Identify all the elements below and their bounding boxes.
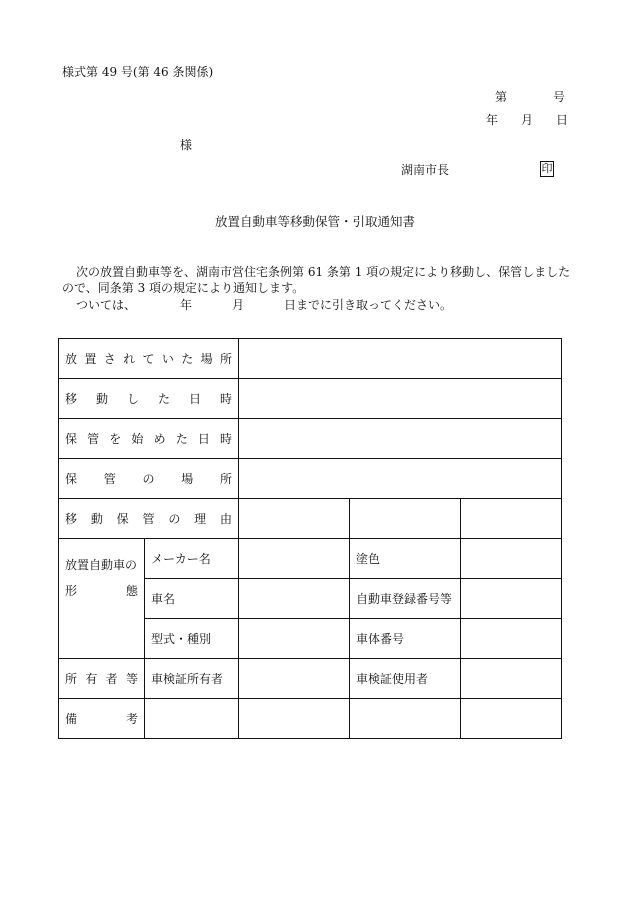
registration-value[interactable] xyxy=(461,579,562,619)
table-row xyxy=(59,379,562,419)
inspection-user-value[interactable] xyxy=(461,659,562,699)
remarks-value[interactable] xyxy=(145,699,239,739)
date-month-label: 月 xyxy=(521,113,534,127)
table-row xyxy=(59,539,562,579)
move-reason-value[interactable] xyxy=(239,499,350,539)
remarks-value-3[interactable] xyxy=(350,699,461,739)
pickup-intro: ついては、 xyxy=(76,298,137,312)
inspection-user-label: 車検証使用者 xyxy=(350,659,461,699)
form-number: 様式第 49 号(第 46 条関係) xyxy=(62,65,214,79)
vehicle-form-label xyxy=(59,539,145,659)
chassis-label: 車体番号 xyxy=(350,619,461,659)
body-text-line-2: ので、同条第 3 項の規定により通知します。 xyxy=(62,281,305,295)
place-left-value[interactable] xyxy=(239,339,562,379)
document-number-prefix: 第 xyxy=(495,90,508,104)
pickup-month-label: 月 xyxy=(232,298,245,312)
storage-start-label: 保管を始めた日時 xyxy=(59,419,239,459)
owners-label: 所有者等 xyxy=(59,659,145,699)
model-label: 型式・種別 xyxy=(145,619,239,659)
storage-place-label: 保管の場所 xyxy=(59,459,239,499)
body-text-line-3 xyxy=(76,298,452,312)
vehicle-details-table xyxy=(58,338,562,739)
maker-value[interactable] xyxy=(239,539,350,579)
place-left-label: 放置されていた場所 xyxy=(59,339,239,379)
table-row xyxy=(59,459,562,499)
remarks-label: 備考 xyxy=(59,699,145,739)
remarks-value-4[interactable] xyxy=(461,699,562,739)
maker-label: メーカー名 xyxy=(145,539,239,579)
table-row xyxy=(59,419,562,459)
storage-place-value[interactable] xyxy=(239,459,562,499)
table-row xyxy=(59,339,562,379)
date-year-label: 年 xyxy=(486,113,499,127)
registration-label: 自動車登録番号等 xyxy=(350,579,461,619)
addressee-honorific: 様 xyxy=(180,138,193,152)
table-row xyxy=(59,699,562,739)
seal-mark: 印 xyxy=(541,162,553,175)
date-day-label: 日 xyxy=(556,113,569,127)
vehicle-form-label-line-2: 形態 xyxy=(65,584,138,598)
pickup-deadline-text: 日までに引き取ってください。 xyxy=(284,298,453,312)
chassis-value[interactable] xyxy=(461,619,562,659)
inspection-owner-value[interactable] xyxy=(239,659,350,699)
pickup-year-label: 年 xyxy=(180,298,193,312)
table-row xyxy=(59,499,562,539)
moved-datetime-label: 移動した日時 xyxy=(59,379,239,419)
storage-start-value[interactable] xyxy=(239,419,562,459)
body-text-line-1: 次の放置自動車等を、湖南市営住宅条例第 61 条第 1 項の規定により移動し、保管しました xyxy=(76,265,571,279)
sender-name: 湖南市長 xyxy=(401,163,450,177)
inspection-owner-label: 車検証所有者 xyxy=(145,659,239,699)
move-reason-value-3[interactable] xyxy=(461,499,562,539)
moved-datetime-value[interactable] xyxy=(239,379,562,419)
model-value[interactable] xyxy=(239,619,350,659)
remarks-value-2[interactable] xyxy=(239,699,350,739)
move-reason-label: 移動保管の理由 xyxy=(59,499,239,539)
car-name-label: 車名 xyxy=(145,579,239,619)
color-value[interactable] xyxy=(461,539,562,579)
table-row xyxy=(59,659,562,699)
move-reason-value-2[interactable] xyxy=(350,499,461,539)
vehicle-form-label-line-1: 放置自動車の xyxy=(65,558,138,572)
document-title: 放置自動車等移動保管・引取通知書 xyxy=(214,214,415,229)
car-name-value[interactable] xyxy=(239,579,350,619)
document-number-suffix: 号 xyxy=(553,90,566,104)
color-label: 塗色 xyxy=(350,539,461,579)
